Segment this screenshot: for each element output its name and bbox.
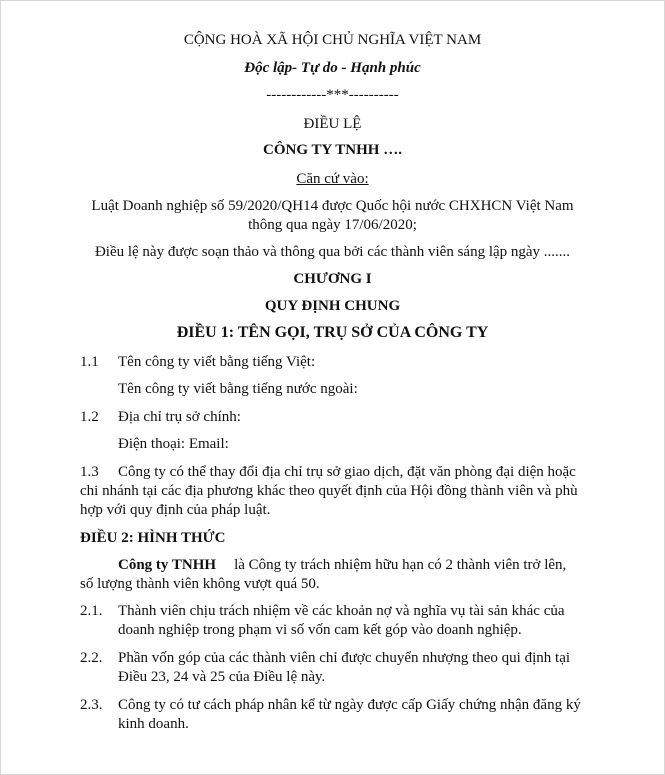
paragraph-line: kinh doanh. (118, 716, 189, 732)
head-office-address-label: Địa chỉ trụ sở chính: (118, 409, 241, 425)
company-name-foreign-label: Tên công ty viết bằng tiếng nước ngoài: (118, 381, 358, 397)
article-2-heading: ĐIỀU 2: HÌNH THỨC (80, 530, 226, 546)
item-number: 2.1. (80, 603, 103, 619)
company-type-bold: Công ty TNHH (118, 557, 217, 573)
header-divider: ------------***---------- (266, 87, 399, 103)
paragraph-line: Phần vốn góp của các thành viên chỉ được chuyển nhượng theo qui định tại (118, 650, 571, 666)
chapter-number: CHƯƠNG I (293, 271, 372, 287)
phone-email-label: Điện thoại: Email: (118, 436, 229, 452)
paragraph-line: là Công ty trách nhiệm hữu hạn có 2 thành viên trở lên, (234, 557, 567, 573)
paragraph-line: Thành viên chịu trách nhiệm về các khoản nợ và nghĩa vụ tài sản khác của (118, 603, 565, 619)
nation-heading: CỘNG HOÀ XÃ HỘI CHỦ NGHĨA VIỆT NAM (183, 32, 482, 48)
item-number: 2.2. (80, 650, 103, 666)
article-1-heading: ĐIỀU 1: TÊN GỌI, TRỤ SỞ CỦA CÔNG TY (176, 324, 489, 341)
basis-heading: Căn cứ vào: (296, 171, 369, 187)
item-number: 1.3 (80, 464, 99, 480)
company-name-vietnamese-label: Tên công ty viết bằng tiếng Việt: (118, 354, 316, 370)
paragraph-line: Công ty có tư cách pháp nhân kể từ ngày được cấp Giấy chứng nhận đăng ký (118, 697, 581, 713)
paragraph-line: Điều 23, 24 và 25 của Điều lệ này. (118, 669, 326, 685)
item-number: 1.2 (80, 409, 99, 425)
basis-line-2: thông qua ngày 17/06/2020; (248, 217, 417, 233)
chapter-title: QUY ĐỊNH CHUNG (264, 298, 401, 314)
motto: Độc lập- Tự do - Hạnh phúc (244, 60, 421, 76)
company-name: CÔNG TY TNHH …. (263, 142, 402, 158)
paragraph-line: số lượng thành viên không vượt quá 50. (80, 576, 320, 592)
paragraph-line: doanh nghiệp trong phạm vi số vốn cam kết góp vào doanh nghiệp. (118, 622, 522, 638)
item-number: 1.1 (80, 354, 99, 370)
paragraph-line: chi nhánh tại các địa phương khác theo quyết định của Hội đồng thành viên và phù (80, 483, 578, 499)
document-title: ĐIỀU LỆ (303, 116, 362, 132)
paragraph-line: Công ty có thể thay đổi địa chỉ trụ sở giao dịch, đặt văn phòng đại diện hoặc (118, 464, 576, 480)
drafted-statement: Điều lệ này được soạn thảo và thông qua bởi các thành viên sáng lập ngày ....... (94, 244, 571, 260)
item-number: 2.3. (80, 697, 103, 713)
basis-line-1: Luật Doanh nghiệp số 59/2020/QH14 được Quốc hội nước CHXHCN Việt Nam (91, 198, 574, 214)
paragraph-line: hợp với quy định của pháp luật. (80, 502, 271, 518)
